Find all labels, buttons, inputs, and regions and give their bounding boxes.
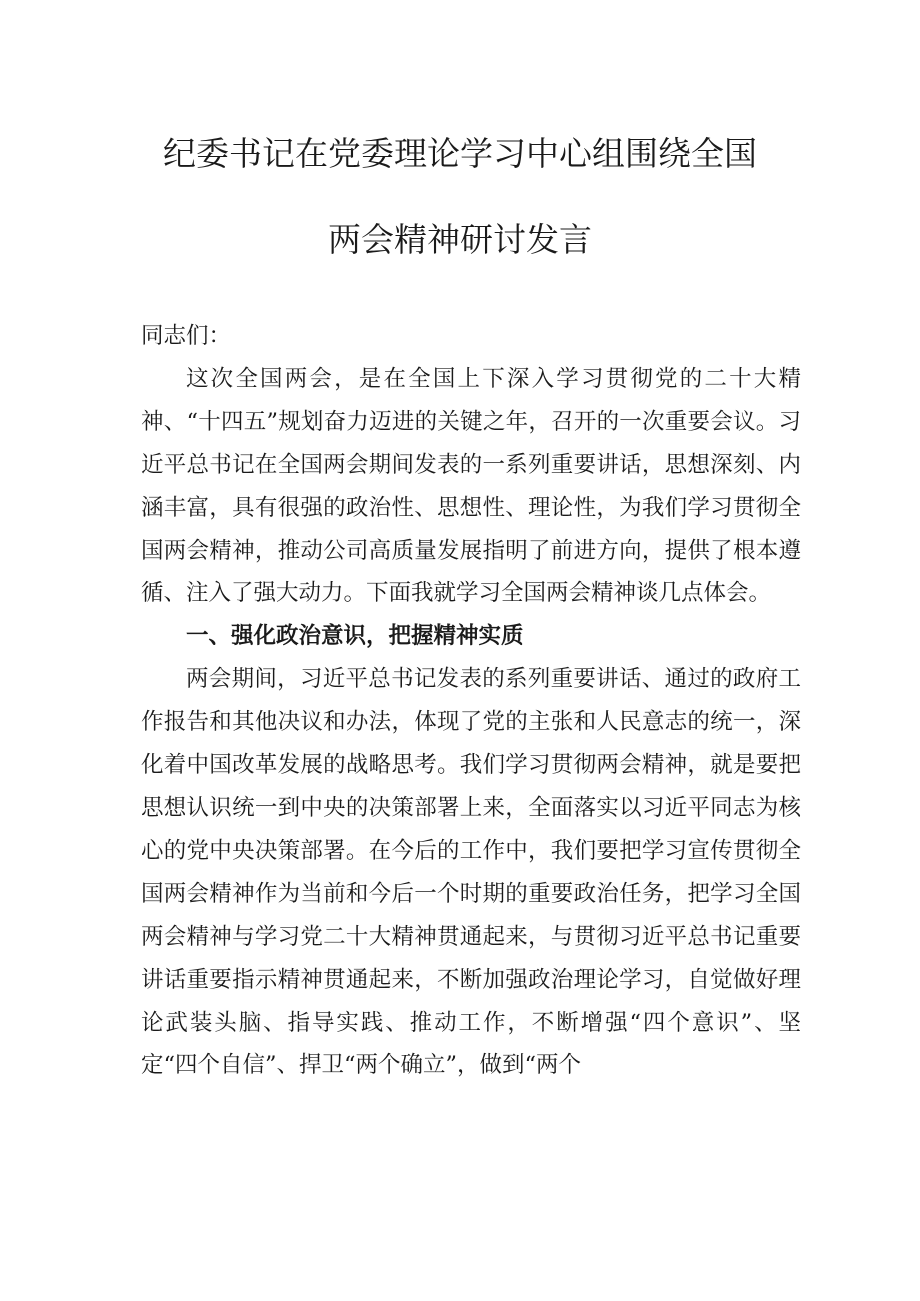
intro-paragraph: 这次全国两会，是在全国上下深入学习贯彻党的二十大精神、“十四五”规划奋力迈进的关键之年，召开的一次重要会议。习近平总书记在全国两会期间发表的一系列重要讲话，思想深刻、内涵丰富，具有很强的政治性、思想性、理论性，为我们学习贯彻全国两会精神，推动公司高质量发展指明了前进方向，提供了根本遵循、注入了强大动力。下面我就学习全国两会精神谈几点体会。 bbox=[141, 365, 801, 607]
document-body bbox=[141, 315, 801, 1087]
document-title-line-1: 纪委书记在党委理论学习中心组围绕全国 bbox=[163, 134, 757, 173]
document-title-line-2: 两会精神研讨发言 bbox=[328, 220, 592, 259]
salutation: 同志们： bbox=[141, 323, 232, 349]
section-1-paragraph: 两会期间，习近平总书记发表的系列重要讲话、通过的政府工作报告和其他决议和办法，体现了党的主张和人民意志的统一，深化着中国改革发展的战略思考。我们学习贯彻两会精神，就是要把思想认识统一到中央的决策部署上来，全面落实以习近平同志为核心的党中央决策部署。在今后的工作中，我们要把学习宣传贯彻全国两会精神作为当前和今后一个时期的重要政治任务，把学习全国两会精神与学习党二十大精神贯通起来，与贯彻习近平总书记重要讲话重要指示精神贯通起来，不断加强政治理论学习，自觉做好理论武装头脑、指导实践、推动工作，不断增强“四个意识”、坚定“四个自信”、捍卫“两个确立”，做到“两个 bbox=[141, 666, 801, 1079]
section-1-heading: 一、强化政治意识，把握精神实质 bbox=[186, 623, 524, 650]
